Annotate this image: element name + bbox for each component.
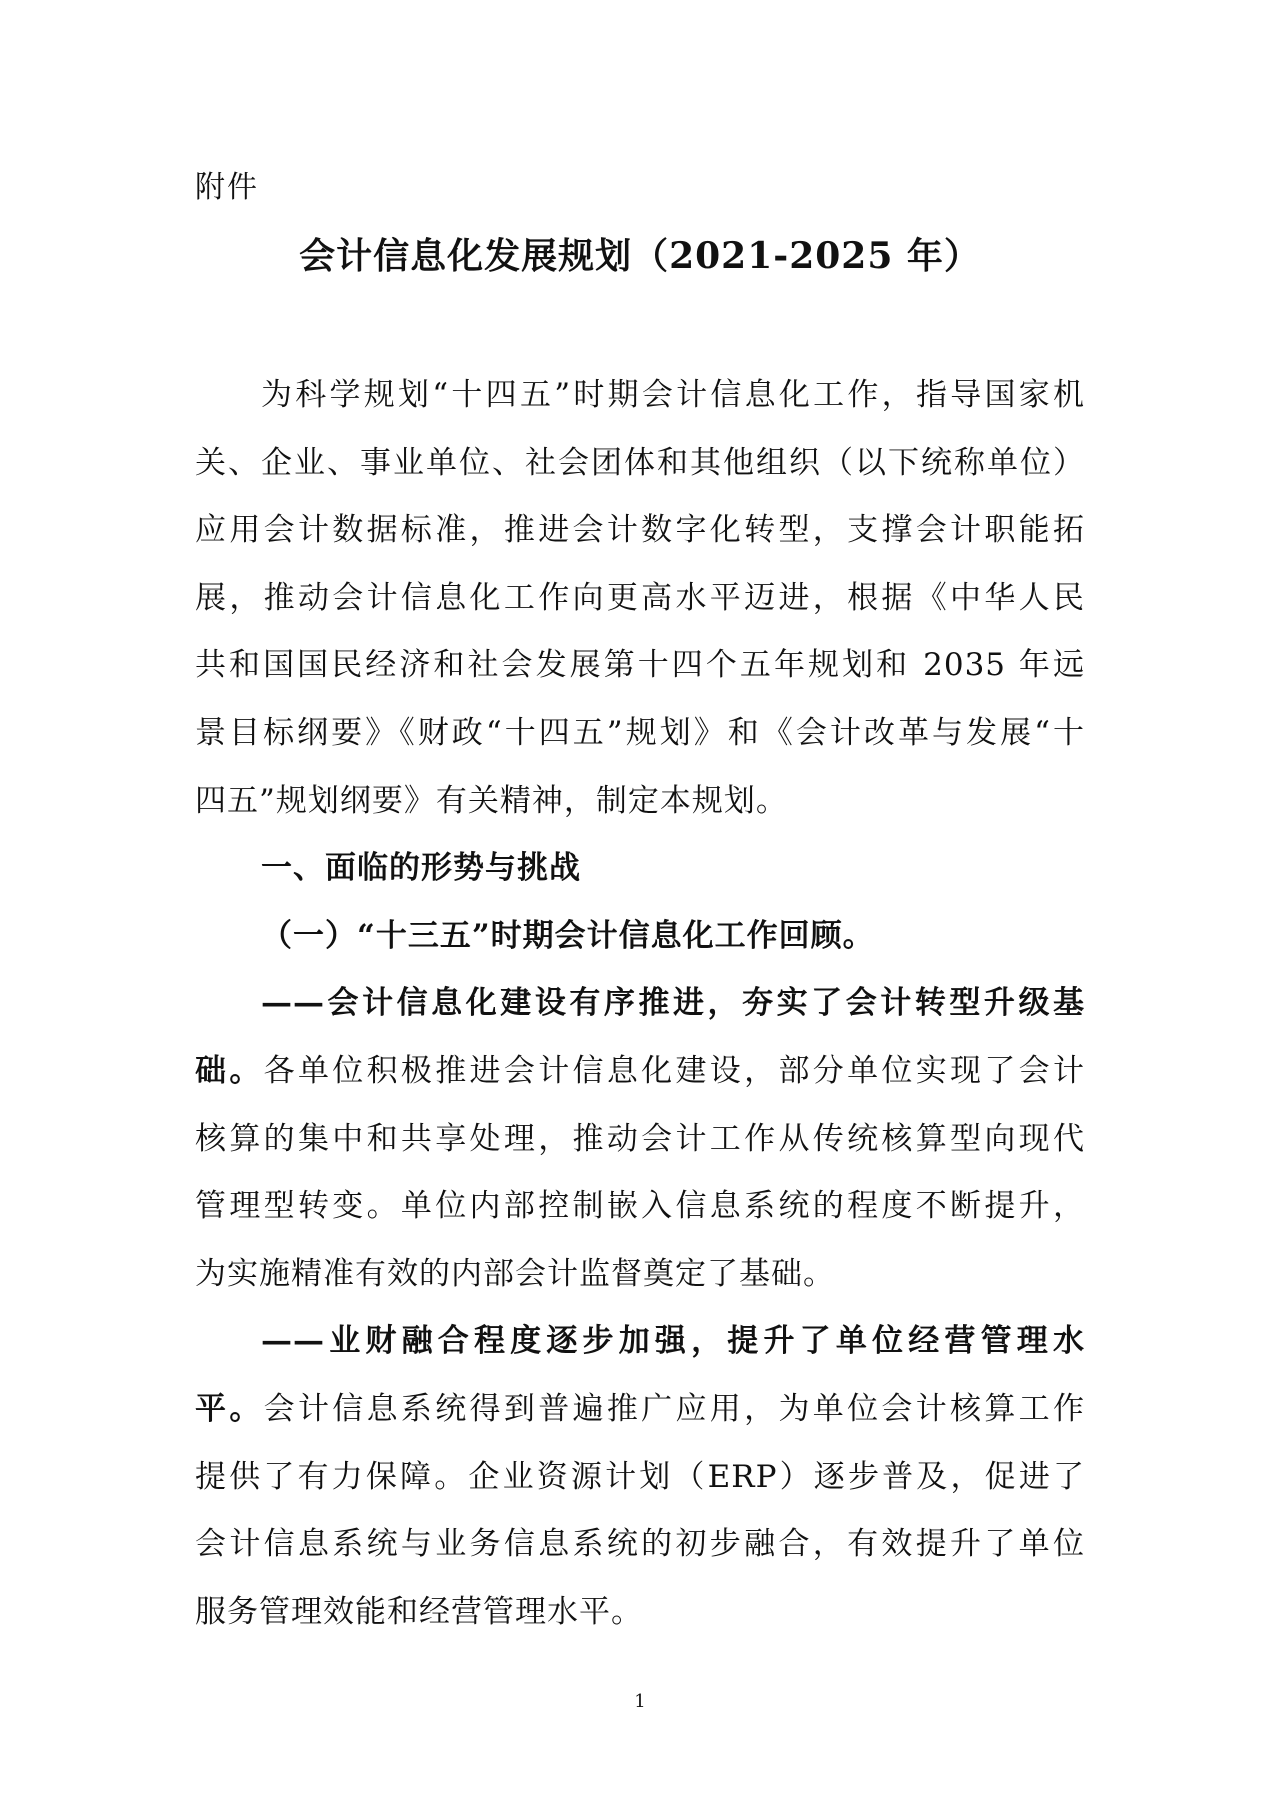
paragraph-line: 共和国国民经济和社会发展第十四个五年规划和 2035 年远 [195, 647, 1085, 684]
paragraph-line: 四五”规划纲要》有关精神，制定本规划。 [195, 782, 788, 819]
page-number: 1 [634, 1691, 646, 1712]
bold-lead: ——会计信息化建设有序推进，夯实了会计转型升级基 [261, 985, 1085, 1022]
bold-lead: ——业财融合程度逐步加强，提升了单位经营管理水 [261, 1323, 1085, 1360]
bold-lead: 础。 [195, 1052, 264, 1089]
paragraph-line: 础。各单位积极推进会计信息化建设，部分单位实现了会计 [195, 1052, 1085, 1089]
paragraph-line: 核算的集中和共享处理，推动会计工作从传统核算型向现代 [195, 1120, 1085, 1157]
paragraph-line: 会计信息系统与业务信息系统的初步融合，有效提升了单位 [195, 1526, 1085, 1563]
attachment-label: 附件 [195, 170, 259, 205]
paragraph-line: 关、企业、事业单位、社会团体和其他组织（以下统称单位） [195, 444, 1085, 481]
paragraph-line [195, 970, 1085, 1038]
paragraph-line: 景目标纲要》《财政“十四五”规划》和《会计改革与发展“十 [195, 714, 1085, 751]
paragraph-line: 提供了有力保障。企业资源计划（ERP）逐步普及，促进了 [195, 1458, 1085, 1495]
bold-lead: 平。 [195, 1390, 264, 1427]
document-title: 会计信息化发展规划（2021-2025 年） [299, 235, 981, 277]
document-body [195, 362, 1085, 1646]
paragraph-line [195, 1308, 1085, 1376]
paragraph-line: 为科学规划“十四五”时期会计信息化工作，指导国家机 [261, 377, 1085, 413]
paragraph-line: 展，推动会计信息化工作向更高水平迈进，根据《中华人民 [195, 579, 1085, 616]
paragraph-line: 管理型转变。单位内部控制嵌入信息系统的程度不断提升， [195, 1188, 1085, 1225]
paragraph-line: 应用会计数据标准，推进会计数字化转型，支撑会计职能拓 [195, 512, 1085, 549]
paragraph-line: 为实施精准有效的内部会计监督奠定了基础。 [195, 1255, 835, 1292]
paragraph-line: 平。会计信息系统得到普遍推广应用，为单位会计核算工作 [195, 1390, 1085, 1427]
section-heading: 一、面临的形势与挑战 [261, 850, 581, 887]
paragraph-line: 服务管理效能和经营管理水平。 [195, 1593, 643, 1630]
subsection-heading: （一）“十三五”时期会计信息化工作回顾。 [261, 917, 875, 954]
